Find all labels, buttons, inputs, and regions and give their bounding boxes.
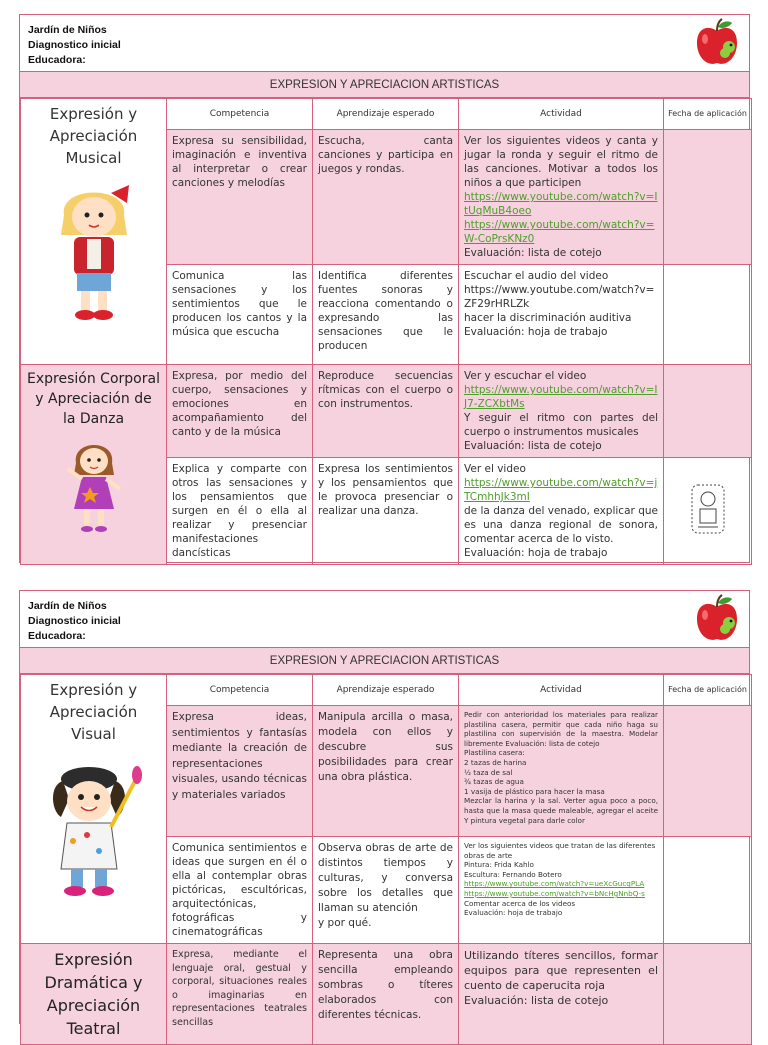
sheet-header bbox=[20, 15, 749, 72]
area-danza bbox=[21, 365, 167, 565]
competencia-cell: Expresa ideas, sentimientos y fantasías mediante la creación de representaciones visuales, usando técnicas y materiales variados bbox=[167, 706, 313, 837]
col-competencia: Competencia bbox=[167, 675, 313, 706]
video-link[interactable]: https://www.youtube.com/watch?v=bNcHgNnbQ-s bbox=[464, 888, 645, 898]
diagnostic-label: Diagnostico inicial bbox=[28, 615, 121, 627]
area-visual bbox=[21, 675, 167, 944]
apple-icon bbox=[691, 593, 743, 645]
video-link[interactable]: https://www.youtube.com/watch?v=ItUqMuB4oeo bbox=[464, 191, 658, 217]
video-link[interactable]: https://www.youtube.com/watch?v=ueXcGucqPLA bbox=[464, 879, 645, 889]
evaluation-text: Evaluación: lista de cotejo bbox=[464, 994, 609, 1007]
stamp-icon bbox=[690, 483, 726, 535]
activity-text: Utilizando títeres sencillos, formar equipos para que representen el cuento de caperucita roja bbox=[464, 949, 658, 992]
aprendizaje-cell: Reproduce secuencias rítmicas con el cuerpo o con instrumentos. bbox=[313, 365, 459, 458]
col-fecha: Fecha de aplicación bbox=[664, 675, 752, 706]
aprendizaje-text: Observa obras de arte de distintos tiempos y culturas, y conversa sobre los detalles que llaman su atención bbox=[318, 842, 453, 914]
ingredient-item: ¾ tazas de agua bbox=[464, 777, 524, 787]
activity-text: Plastilina casera: bbox=[464, 748, 525, 758]
competencia-cell: Expresa, por medio del cuerpo, sensaciones y emociones en acompañamiento del canto y de la música bbox=[167, 365, 313, 458]
actividad-cell bbox=[459, 458, 664, 565]
aprendizaje-cell: Expresa los sentimientos y los pensamientos que le provoca presenciar o realizar una danza. bbox=[313, 458, 459, 565]
col-competencia: Competencia bbox=[167, 99, 313, 130]
area-title: Expresión y Apreciación Visual bbox=[49, 681, 138, 743]
activity-text: hacer la discriminación auditiva bbox=[464, 312, 632, 324]
table-header-row bbox=[21, 99, 752, 130]
fecha-cell bbox=[664, 365, 752, 458]
aprendizaje-cell: Identifica diferentes fuentes sonoras y reacciona comentando o expresando las sensaciones que le producen bbox=[313, 265, 459, 365]
activity-text: Ver los siguientes videos que tratan de las diferentes obras de arte bbox=[464, 841, 656, 860]
teacher-label: Educadora: bbox=[28, 630, 86, 642]
area-title: Expresión Corporal y Apreciación de la Danza bbox=[27, 371, 160, 427]
video-link[interactable]: https://www.youtube.com/watch?v=jTCmhhJk3mI bbox=[464, 477, 658, 503]
competencia-cell: Comunica sentimientos e ideas que surgen en él o ella al contemplar obras pictóricas, escultóricas, arquitectónicas, fotográficas y cinematográficas bbox=[167, 837, 313, 944]
aprendizaje-cell bbox=[313, 837, 459, 944]
activity-text: Y seguir el ritmo con partes del cuerpo o instrumentos musicales bbox=[464, 412, 658, 438]
section-title: EXPRESION Y APRECIACION ARTISTICAS bbox=[20, 648, 749, 674]
video-url: https://www.youtube.com/watch?v=ZF29rHRLZk bbox=[464, 284, 655, 310]
table-row bbox=[21, 944, 752, 1045]
activity-text: Pintura: Frida Kahlo bbox=[464, 860, 534, 870]
area-musical bbox=[21, 99, 167, 365]
activity-text: Ver el video bbox=[464, 463, 526, 475]
diagnostic-label: Diagnostico inicial bbox=[28, 39, 121, 51]
fecha-cell bbox=[664, 706, 752, 837]
aprendizaje-cell: Representa una obra sencilla empleando sombras o títeres elaborados con diferentes técnicas. bbox=[313, 944, 459, 1045]
col-aprendizaje: Aprendizaje esperado bbox=[313, 675, 459, 706]
activity-text: Escuchar el audio del video bbox=[464, 270, 609, 282]
activities-table bbox=[20, 98, 752, 565]
area-title: Expresión Dramática y Apreciación Teatral bbox=[44, 950, 143, 1038]
section-title: EXPRESION Y APRECIACION ARTISTICAS bbox=[20, 72, 749, 98]
fecha-cell bbox=[664, 265, 752, 365]
dancer-illustration bbox=[64, 435, 124, 535]
school-info bbox=[28, 23, 121, 68]
ingredient-item: ½ taza de sal bbox=[464, 767, 513, 777]
planning-sheet-1 bbox=[19, 14, 750, 563]
ingredient-item: 1 vasija de plástico para hacer la masa bbox=[464, 786, 605, 796]
col-fecha: Fecha de aplicación bbox=[664, 99, 752, 130]
apple-icon bbox=[691, 17, 743, 69]
sheet-header bbox=[20, 591, 749, 648]
video-link[interactable]: https://www.youtube.com/watch?v=W-CoPrsKNz0 bbox=[464, 219, 655, 245]
actividad-cell bbox=[459, 706, 664, 837]
actividad-cell bbox=[459, 365, 664, 458]
school-name: Jardín de Niños bbox=[28, 24, 107, 36]
evaluation-text: Evaluación: hoja de trabajo bbox=[464, 326, 608, 338]
activity-text: Escultura: Fernando Botero bbox=[464, 869, 562, 879]
table-header-row bbox=[21, 675, 752, 706]
competencia-cell: Expresa, mediante el lenguaje oral, gestual y corporal, situaciones reales o imaginarias en representaciones teatrales sencillas bbox=[167, 944, 313, 1045]
actividad-cell bbox=[459, 837, 664, 944]
competencia-cell: Expresa su sensibilidad, imaginación e inventiva al interpretar o crear canciones y melodías bbox=[167, 130, 313, 265]
evaluation-text: Evaluación: lista de cotejo bbox=[464, 440, 602, 452]
fecha-cell bbox=[664, 944, 752, 1045]
competencia-cell: Comunica las sensaciones y los sentimientos que le producen los cantos y la música que escucha bbox=[167, 265, 313, 365]
evaluation-text: Evaluación: hoja de trabajo bbox=[464, 908, 563, 918]
fecha-cell bbox=[664, 837, 752, 944]
ingredient-item: 2 tazas de harina bbox=[464, 757, 527, 767]
girl-illustration bbox=[49, 175, 139, 325]
col-aprendizaje: Aprendizaje esperado bbox=[313, 99, 459, 130]
activity-text: de la danza del venado, explicar que es una danza regional de sonora, comentar acerca de lo visto. bbox=[464, 505, 658, 545]
painter-illustration bbox=[39, 751, 149, 901]
activity-text: Pedir con anterioridad los materiales para realizar plastilina casera, permitir que cada niño haga su plastilina con supervisión de la maestra. Modelar libremente Evaluación: lista de cotejo bbox=[464, 710, 658, 748]
evaluation-text: Evaluación: hoja de trabajo bbox=[464, 547, 608, 559]
table-row bbox=[21, 365, 752, 458]
fecha-cell bbox=[664, 458, 752, 565]
area-title: Expresión y Apreciación Musical bbox=[49, 105, 138, 167]
competencia-cell: Explica y comparte con otros las sensaciones y los pensamientos que surgen en él o ella al realizar y presenciar manifestaciones dancísticas bbox=[167, 458, 313, 565]
aprendizaje-cell: Escucha, canta canciones y participa en juegos y rondas. bbox=[313, 130, 459, 265]
activity-text: Mezclar la harina y la sal. Verter agua poco a poco, hasta que la masa quede maleable, agregar el aceite Y pintura vegetal para darle color bbox=[464, 796, 658, 825]
fecha-cell bbox=[664, 130, 752, 265]
actividad-cell bbox=[459, 944, 664, 1045]
activity-text: Ver los siguientes videos y canta y jugar la ronda y seguir el ritmo de las canciones. Motivar a todos los niños a que participen bbox=[464, 135, 658, 189]
aprendizaje-text: y por qué. bbox=[318, 917, 372, 929]
col-actividad: Actividad bbox=[459, 99, 664, 130]
activity-text: Ver y escuchar el video bbox=[464, 370, 587, 382]
actividad-cell bbox=[459, 130, 664, 265]
planning-sheet-2 bbox=[19, 590, 750, 1038]
activity-text: Comentar acerca de los videos bbox=[464, 898, 576, 908]
video-link[interactable]: https://www.youtube.com/watch?v=IJ7-ZCXbtMs bbox=[464, 384, 658, 410]
evaluation-text: Evaluación: lista de cotejo bbox=[464, 247, 602, 259]
activities-table bbox=[20, 674, 752, 1045]
col-actividad: Actividad bbox=[459, 675, 664, 706]
school-name: Jardín de Niños bbox=[28, 600, 107, 612]
actividad-cell bbox=[459, 265, 664, 365]
school-info bbox=[28, 599, 121, 644]
area-teatral bbox=[21, 944, 167, 1045]
aprendizaje-cell: Manipula arcilla o masa, modela con ellos y descubre sus posibilidades para crear una obra plástica. bbox=[313, 706, 459, 837]
teacher-label: Educadora: bbox=[28, 54, 86, 66]
